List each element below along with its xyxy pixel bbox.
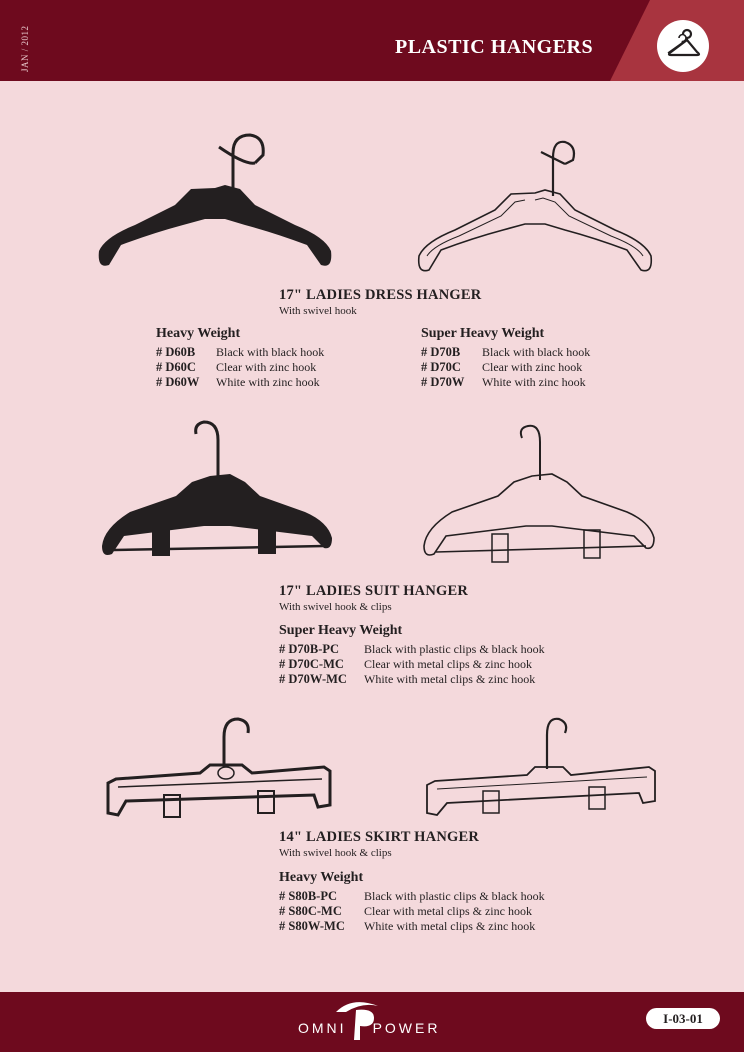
weight-label: Heavy Weight — [279, 870, 364, 885]
product-code: # D70B-PC — [279, 642, 340, 656]
suit-hanger-subtitle: With swivel hook & clips — [279, 601, 392, 613]
product-code: # D70C — [421, 360, 461, 374]
brand-name — [298, 1020, 440, 1036]
weight-label: Super Heavy Weight — [421, 326, 545, 341]
product-desc: White with metal clips & zinc hook — [364, 919, 536, 933]
product-desc: Clear with metal clips & zinc hook — [364, 657, 532, 671]
product-desc: Black with plastic clips & black hook — [364, 642, 545, 656]
page-title: PLASTIC HANGERS — [395, 36, 594, 58]
suit-hanger-heading — [279, 583, 468, 613]
dress-hanger-heading — [279, 287, 481, 317]
page-code: I-03-01 — [646, 1008, 720, 1029]
product-code: # S80B-PC — [279, 889, 337, 903]
product-desc: Black with plastic clips & black hook — [364, 889, 545, 903]
product-desc: Black with black hook — [216, 345, 325, 359]
product-code: # D70B — [421, 345, 461, 359]
weight-label: Heavy Weight — [156, 326, 241, 341]
hanger-icon — [657, 20, 709, 72]
header-band — [0, 0, 744, 81]
product-code: # D70C-MC — [279, 657, 344, 671]
skirt-hanger-clear-image — [423, 715, 659, 827]
product-code: # D60W — [156, 375, 200, 389]
product-code: # S80W-MC — [279, 919, 345, 933]
suit-hanger-title: 17" LADIES SUIT HANGER — [279, 583, 469, 599]
product-code: # D70W — [421, 375, 465, 389]
product-desc: Clear with metal clips & zinc hook — [364, 904, 532, 918]
dress-hanger-title: 17" LADIES DRESS HANGER — [279, 287, 482, 303]
issue-date: JAN / 2012 — [20, 25, 30, 72]
weight-label: Super Heavy Weight — [279, 623, 403, 638]
product-desc: White with zinc hook — [216, 375, 320, 389]
suit-hanger-clear-image — [422, 420, 658, 570]
product-desc: Black with black hook — [482, 345, 591, 359]
product-desc: White with zinc hook — [482, 375, 586, 389]
product-desc: Clear with zinc hook — [482, 360, 583, 374]
skirt-hanger-subtitle: With swivel hook & clips — [279, 847, 392, 859]
skirt-hanger-black-image — [104, 715, 334, 825]
dress-hanger-clear-image — [415, 138, 655, 278]
dress-hanger-black-image — [95, 133, 335, 273]
dress-hanger-subtitle: With swivel hook — [279, 305, 357, 317]
brand-left: OMNI — [298, 1020, 347, 1036]
product-code: # S80C-MC — [279, 904, 342, 918]
product-desc: White with metal clips & zinc hook — [364, 672, 536, 686]
brand-right: POWER — [372, 1020, 441, 1036]
product-desc: Clear with zinc hook — [216, 360, 317, 374]
product-code: # D70W-MC — [279, 672, 347, 686]
skirt-hanger-heading — [279, 829, 479, 859]
skirt-hanger-title: 14" LADIES SKIRT HANGER — [279, 829, 480, 845]
product-code: # D60C — [156, 360, 196, 374]
suit-hanger-black-image — [100, 418, 336, 563]
product-code: # D60B — [156, 345, 196, 359]
